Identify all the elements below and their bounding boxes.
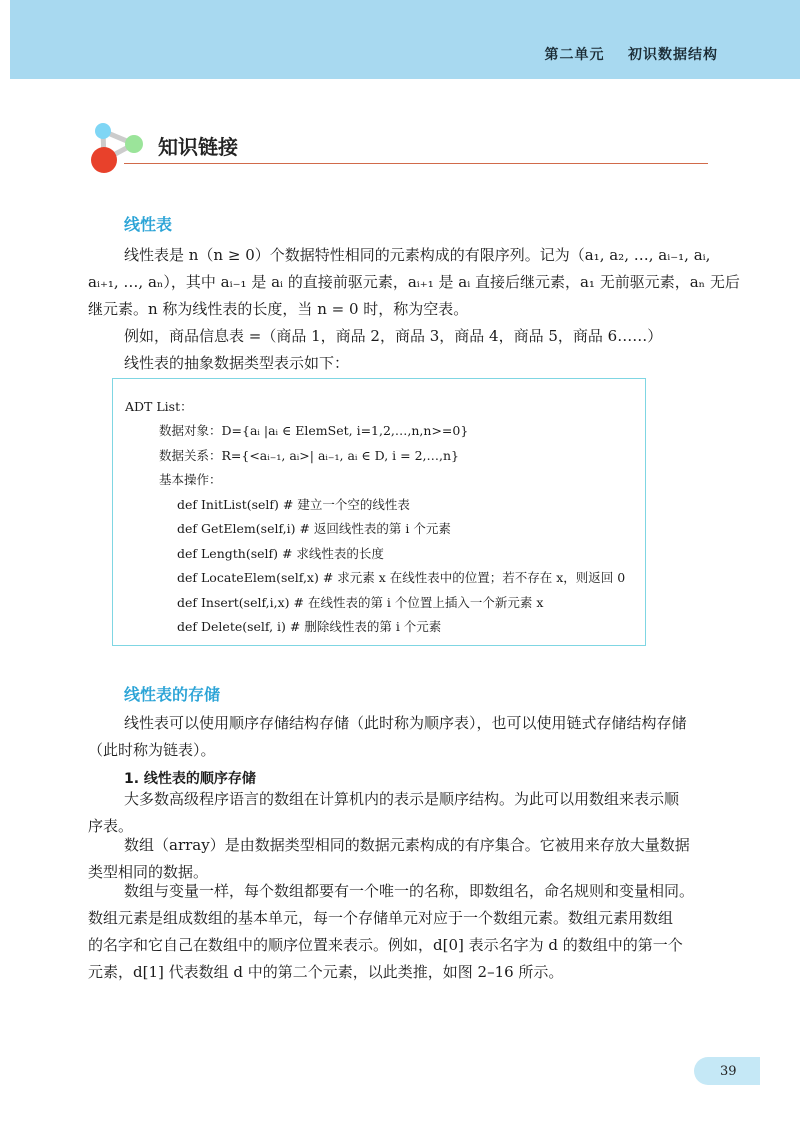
text-line: 类型相同的数据。	[88, 863, 209, 881]
text-line: 数组元素是组成数组的基本单元，每一个存储单元对应于一个数组元素。数组元素用数组	[88, 909, 674, 927]
text-line: 线性表是 n（n ≥ 0）个数据特性相同的元素构成的有限序列。记为（a₁, a₂, …, aᵢ₋₁, aᵢ,	[124, 246, 711, 264]
storage-intro	[88, 710, 708, 764]
adt-data-object: 数据对象：D={aᵢ |aᵢ ∈ ElemSet, i=1,2,…,n,n>=0}	[159, 423, 469, 438]
text-line: 继元素。n 称为线性表的长度，当 n = 0 时，称为空表。	[88, 300, 469, 318]
text-line: （此时称为链表）。	[88, 741, 216, 759]
adt-code-box	[112, 378, 646, 646]
adt-data-relation: 数据关系：R={<aᵢ₋₁, aᵢ>| aᵢ₋₁, aᵢ ∈ D, i = 2,…,n}	[159, 448, 459, 463]
text-line: 的名字和它自己在数组中的顺序位置来表示。例如，d[0] 表示名字为 d 的数组中的第一个	[88, 936, 683, 954]
text-line: 大多数高级程序语言的数组在计算机内的表示是顺序结构。为此可以用数组来表示顺	[124, 790, 680, 808]
text-line: 线性表的抽象数据类型表示如下：	[124, 354, 350, 372]
section-title: 知识链接	[158, 135, 238, 159]
chapter-title: 第二单元 初识数据结构	[544, 47, 718, 63]
text-line: 例如，商品信息表 =（商品 1，商品 2，商品 3，商品 4，商品 5，商品 6……）	[124, 327, 663, 345]
adt-op: def Insert(self,i,x) # 在线性表的第 i 个位置上插入一个新元素 x	[177, 595, 544, 610]
text-line: 线性表可以使用顺序存储结构存储（此时称为顺序表），也可以使用链式存储结构存储	[124, 714, 687, 732]
adt-op: def Delete(self, i) # 删除线性表的第 i 个元素	[177, 619, 442, 634]
storage-heading: 线性表的存储	[124, 685, 221, 704]
text-line: 数组（array）是由数据类型相同的数据元素构成的有序集合。它被用来存放大量数据	[124, 836, 690, 854]
adt-op: def LocateElem(self,x) # 求元素 x 在线性表中的位置；若不存在 x，则返回 0	[177, 570, 626, 585]
section-divider	[124, 163, 708, 164]
storage-paragraph-3	[88, 878, 708, 986]
text-line: 数组与变量一样，每个数组都要有一个唯一的名称，即数组名，命名规则和变量相同。	[124, 882, 695, 900]
adt-op: def Length(self) # 求线性表的长度	[177, 546, 384, 561]
text-line: 元素，d[1] 代表数组 d 中的第二个元素，以此类推，如图 2–16 所示。	[88, 963, 564, 981]
adt-ops-label: 基本操作：	[159, 472, 222, 487]
page-number: 39	[720, 1064, 737, 1079]
linear-list-paragraph	[88, 242, 740, 377]
molecule-icon	[86, 118, 158, 178]
adt-op: def GetElem(self,i) # 返回线性表的第 i 个元素	[177, 521, 451, 536]
adt-header: ADT List：	[125, 399, 193, 414]
sequential-storage-subheading: 1. 线性表的顺序存储	[124, 771, 256, 787]
text-line: 序表。	[88, 817, 134, 835]
adt-op: def InitList(self) # 建立一个空的线性表	[177, 497, 410, 512]
linear-list-heading: 线性表	[124, 215, 173, 234]
header-bar	[10, 0, 800, 79]
text-line: aᵢ₊₁, …, aₙ），其中 aᵢ₋₁ 是 aᵢ 的直接前驱元素，aᵢ₊₁ 是 aᵢ 直接后继元素，a₁ 无前驱元素，aₙ 无后	[88, 273, 740, 291]
